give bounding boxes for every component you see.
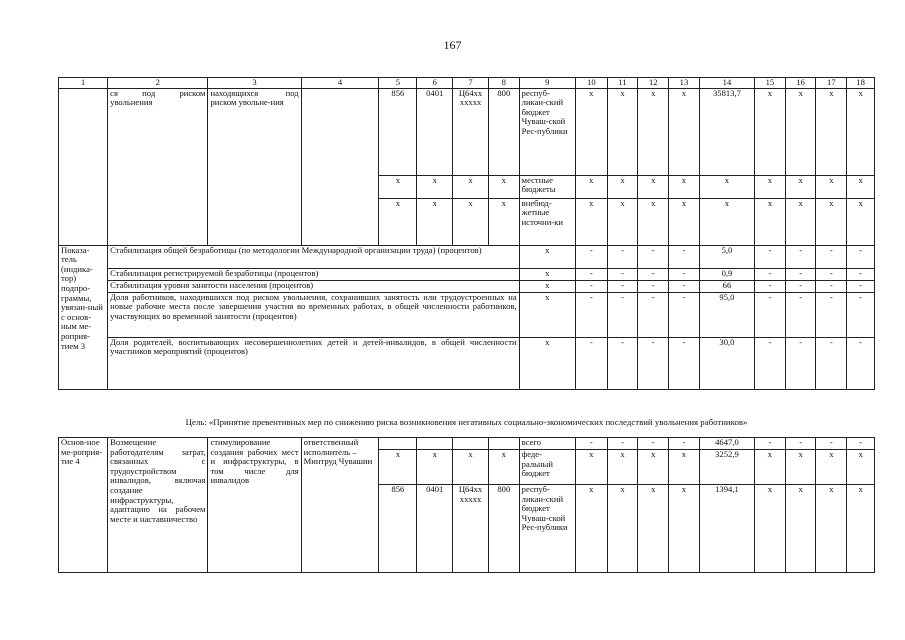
value-cell: х bbox=[699, 198, 754, 245]
expense-group-cell: 800 bbox=[488, 88, 519, 175]
expense-group-cell: х bbox=[488, 198, 519, 245]
executor-cell: ответственный исполнитель – Минтруд Чувашии bbox=[301, 438, 379, 573]
header-cell: 10 bbox=[575, 78, 607, 89]
header-cell: 6 bbox=[417, 78, 453, 89]
value-cell: х bbox=[575, 175, 607, 198]
value-cell: х bbox=[699, 175, 754, 198]
value-cell: х bbox=[816, 450, 847, 485]
value-cell: 95,0 bbox=[699, 292, 754, 337]
value-cell: - bbox=[816, 292, 847, 337]
header-cell: 12 bbox=[638, 78, 669, 89]
value-cell: - bbox=[816, 245, 847, 268]
value-cell: - bbox=[575, 280, 607, 292]
target-article-cell: Ц64хх ххххх bbox=[453, 485, 489, 573]
grbs-cell: 856 bbox=[379, 485, 417, 573]
indicator-text: Доля родителей, воспитывающих несовершеннолетних детей и детей-инвалидов, в общей численности участников мероприятий (процентов) bbox=[108, 337, 520, 389]
value-cell: - bbox=[755, 245, 786, 268]
expense-group-cell: х bbox=[488, 175, 519, 198]
value-cell: х bbox=[755, 485, 786, 573]
value-cell: х bbox=[785, 88, 816, 175]
value-cell: х bbox=[575, 88, 607, 175]
value-cell: х bbox=[755, 88, 786, 175]
value-cell: х bbox=[755, 198, 786, 245]
section-cell: х bbox=[417, 175, 453, 198]
value-cell: - bbox=[755, 438, 786, 450]
value-cell: - bbox=[575, 438, 607, 450]
value-cell: - bbox=[847, 280, 875, 292]
value-cell: х bbox=[607, 485, 638, 573]
value-cell: - bbox=[575, 337, 607, 389]
value-cell: - bbox=[575, 268, 607, 280]
event-label-cell: Основ-ное ме-роприя-тие 4 bbox=[59, 438, 108, 573]
value-cell: х bbox=[669, 485, 700, 573]
header-cell: 8 bbox=[488, 78, 519, 89]
expense-group-cell bbox=[488, 438, 519, 450]
value-cell: - bbox=[785, 280, 816, 292]
value-cell: х bbox=[607, 198, 638, 245]
value-cell: - bbox=[607, 280, 638, 292]
value-cell: х bbox=[519, 280, 575, 292]
header-cell: 11 bbox=[607, 78, 638, 89]
header-cell: 13 bbox=[669, 78, 700, 89]
value-cell: - bbox=[847, 337, 875, 389]
value-cell: - bbox=[638, 245, 669, 268]
value-cell: х bbox=[847, 450, 875, 485]
event-name-cell: ся под риском увольнения bbox=[108, 88, 208, 245]
value-cell: х bbox=[638, 88, 669, 175]
expense-group-cell: х bbox=[488, 450, 519, 485]
target-article-cell: х bbox=[453, 450, 489, 485]
value-cell: - bbox=[847, 292, 875, 337]
value-cell: х bbox=[575, 485, 607, 573]
goal-heading: Цель: «Принятие превентивных мер по снижению риска возникновения негативных социально-экономических последствий увольнения работников» bbox=[185, 417, 748, 427]
value-cell: - bbox=[607, 268, 638, 280]
value-cell: х bbox=[519, 292, 575, 337]
grbs-cell bbox=[379, 438, 417, 450]
value-cell: х bbox=[847, 198, 875, 245]
header-cell: 2 bbox=[108, 78, 208, 89]
value-cell: - bbox=[638, 268, 669, 280]
value-cell: - bbox=[575, 292, 607, 337]
header-row bbox=[59, 78, 875, 89]
table-row bbox=[59, 438, 875, 450]
value-cell: х bbox=[519, 337, 575, 389]
header-cell: 9 bbox=[519, 78, 575, 89]
table-row bbox=[59, 88, 875, 175]
value-cell: - bbox=[755, 268, 786, 280]
value-cell: 35813,7 bbox=[699, 88, 754, 175]
indicator-row bbox=[59, 280, 875, 292]
value-cell: - bbox=[638, 438, 669, 450]
header-cell: 3 bbox=[208, 78, 301, 89]
value-cell: - bbox=[607, 337, 638, 389]
value-cell: - bbox=[816, 268, 847, 280]
value-cell: - bbox=[755, 337, 786, 389]
value-cell: х bbox=[785, 198, 816, 245]
header-cell: 7 bbox=[453, 78, 489, 89]
grbs-cell: х bbox=[379, 450, 417, 485]
indicator-row bbox=[59, 337, 875, 389]
value-cell: - bbox=[669, 337, 700, 389]
value-cell: - bbox=[669, 438, 700, 450]
task-cell: находящихся под риском увольне-ния bbox=[208, 88, 301, 245]
grbs-cell: 856 bbox=[379, 88, 417, 175]
value-cell: - bbox=[847, 438, 875, 450]
value-cell: - bbox=[816, 280, 847, 292]
header-cell: 1 bbox=[59, 78, 108, 89]
value-cell: 1394,1 bbox=[699, 485, 754, 573]
page-number: 167 bbox=[443, 38, 462, 52]
value-cell: - bbox=[669, 268, 700, 280]
value-cell: - bbox=[755, 292, 786, 337]
value-cell: х bbox=[607, 450, 638, 485]
header-cell: 17 bbox=[816, 78, 847, 89]
section-cell: 0401 bbox=[417, 485, 453, 573]
value-cell: - bbox=[847, 245, 875, 268]
value-cell: х bbox=[638, 175, 669, 198]
value-cell: - bbox=[638, 292, 669, 337]
funding-source-cell: всего bbox=[519, 438, 575, 450]
event-name-cell: Возмещение работодателям затрат, связанных с трудоустройством инвалидов, включая создание инфраструктуры, адаптацию на рабочем месте и наставничество bbox=[108, 438, 208, 573]
task-cell: стимулирование создания рабочих мест и инфраструктуры, в том числе для инвалидов bbox=[208, 438, 301, 573]
funding-source-cell: респуб-ликан-ский бюджет Чуваш-ской Рес-публики bbox=[519, 88, 575, 175]
value-cell: х bbox=[575, 450, 607, 485]
indicator-text: Доля работников, находившихся под риском увольнения, сохранивших занятость или трудоустроенных на новые рабочие места после завершения участия во временных работах, в общей численности работников, участвующих во временной занятости (процентов) bbox=[108, 292, 520, 337]
target-article-cell: х bbox=[453, 198, 489, 245]
value-cell: х bbox=[816, 88, 847, 175]
value-cell: х bbox=[669, 175, 700, 198]
value-cell: - bbox=[607, 438, 638, 450]
empty-cell bbox=[59, 88, 108, 245]
value-cell: 3252,9 bbox=[699, 450, 754, 485]
section-cell: х bbox=[417, 198, 453, 245]
funding-source-cell: внебюд-жетные источни-ки bbox=[519, 198, 575, 245]
indicator-text: Стабилизация уровня занятости населения (процентов) bbox=[108, 280, 520, 292]
value-cell: х bbox=[575, 198, 607, 245]
expense-group-cell: 800 bbox=[488, 485, 519, 573]
funding-source-cell: респуб-ликан-ский бюджет Чуваш-ской Рес-публики bbox=[519, 485, 575, 573]
value-cell: 5,0 bbox=[699, 245, 754, 268]
target-article-cell: х bbox=[453, 175, 489, 198]
value-cell: - bbox=[669, 245, 700, 268]
value-cell: х bbox=[669, 88, 700, 175]
value-cell: х bbox=[785, 485, 816, 573]
value-cell: - bbox=[575, 245, 607, 268]
value-cell: 66 bbox=[699, 280, 754, 292]
value-cell: х bbox=[816, 485, 847, 573]
value-cell: х bbox=[755, 450, 786, 485]
executor-cell bbox=[301, 88, 379, 245]
indicator-row bbox=[59, 245, 875, 268]
grbs-cell: х bbox=[379, 175, 417, 198]
value-cell: х bbox=[638, 485, 669, 573]
value-cell: х bbox=[519, 268, 575, 280]
value-cell: - bbox=[607, 292, 638, 337]
funding-source-cell: феде-ральный бюджет bbox=[519, 450, 575, 485]
section-cell: 0401 bbox=[417, 88, 453, 175]
indicator-row bbox=[59, 292, 875, 337]
value-cell: х bbox=[816, 175, 847, 198]
value-cell: - bbox=[638, 280, 669, 292]
value-cell: х bbox=[785, 450, 816, 485]
value-cell: х bbox=[755, 175, 786, 198]
value-cell: 30,0 bbox=[699, 337, 754, 389]
value-cell: - bbox=[638, 337, 669, 389]
value-cell: - bbox=[755, 280, 786, 292]
value-cell: х bbox=[816, 198, 847, 245]
section-cell bbox=[417, 438, 453, 450]
upper-table bbox=[58, 77, 875, 390]
header-cell: 14 bbox=[699, 78, 754, 89]
value-cell: 0,9 bbox=[699, 268, 754, 280]
value-cell: - bbox=[847, 268, 875, 280]
value-cell: - bbox=[785, 268, 816, 280]
target-article-cell bbox=[453, 438, 489, 450]
value-cell: - bbox=[785, 337, 816, 389]
value-cell: х bbox=[607, 175, 638, 198]
header-cell: 16 bbox=[785, 78, 816, 89]
value-cell: х bbox=[638, 198, 669, 245]
value-cell: - bbox=[669, 280, 700, 292]
lower-table bbox=[58, 437, 875, 573]
value-cell: х bbox=[847, 88, 875, 175]
value-cell: - bbox=[816, 337, 847, 389]
value-cell: х bbox=[607, 88, 638, 175]
value-cell: - bbox=[816, 438, 847, 450]
header-cell: 15 bbox=[755, 78, 786, 89]
value-cell: - bbox=[785, 245, 816, 268]
value-cell: - bbox=[669, 292, 700, 337]
value-cell: х bbox=[638, 450, 669, 485]
funding-source-cell: местные бюджеты bbox=[519, 175, 575, 198]
section-cell: х bbox=[417, 450, 453, 485]
value-cell: - bbox=[607, 245, 638, 268]
value-cell: х bbox=[847, 175, 875, 198]
indicator-label-cell: Показа-тель (индика-тор) подпро-граммы, увязан-ный с основ-ным ме-роприя-тием 3 bbox=[59, 245, 108, 389]
header-cell: 5 bbox=[379, 78, 417, 89]
indicator-text: Стабилизация общей безработицы (по методологии Международной организации труда) (процентов) bbox=[108, 245, 520, 268]
grbs-cell: х bbox=[379, 198, 417, 245]
header-cell: 4 bbox=[301, 78, 379, 89]
value-cell: - bbox=[785, 438, 816, 450]
value-cell: 4647,0 bbox=[699, 438, 754, 450]
indicator-row bbox=[59, 268, 875, 280]
indicator-text: Стабилизация регистрируемой безработицы (процентов) bbox=[108, 268, 520, 280]
target-article-cell: Ц64хх ххххх bbox=[453, 88, 489, 175]
value-cell: х bbox=[519, 245, 575, 268]
value-cell: х bbox=[669, 198, 700, 245]
value-cell: х bbox=[669, 450, 700, 485]
value-cell: х bbox=[847, 485, 875, 573]
value-cell: - bbox=[785, 292, 816, 337]
header-cell: 18 bbox=[847, 78, 875, 89]
value-cell: х bbox=[785, 175, 816, 198]
